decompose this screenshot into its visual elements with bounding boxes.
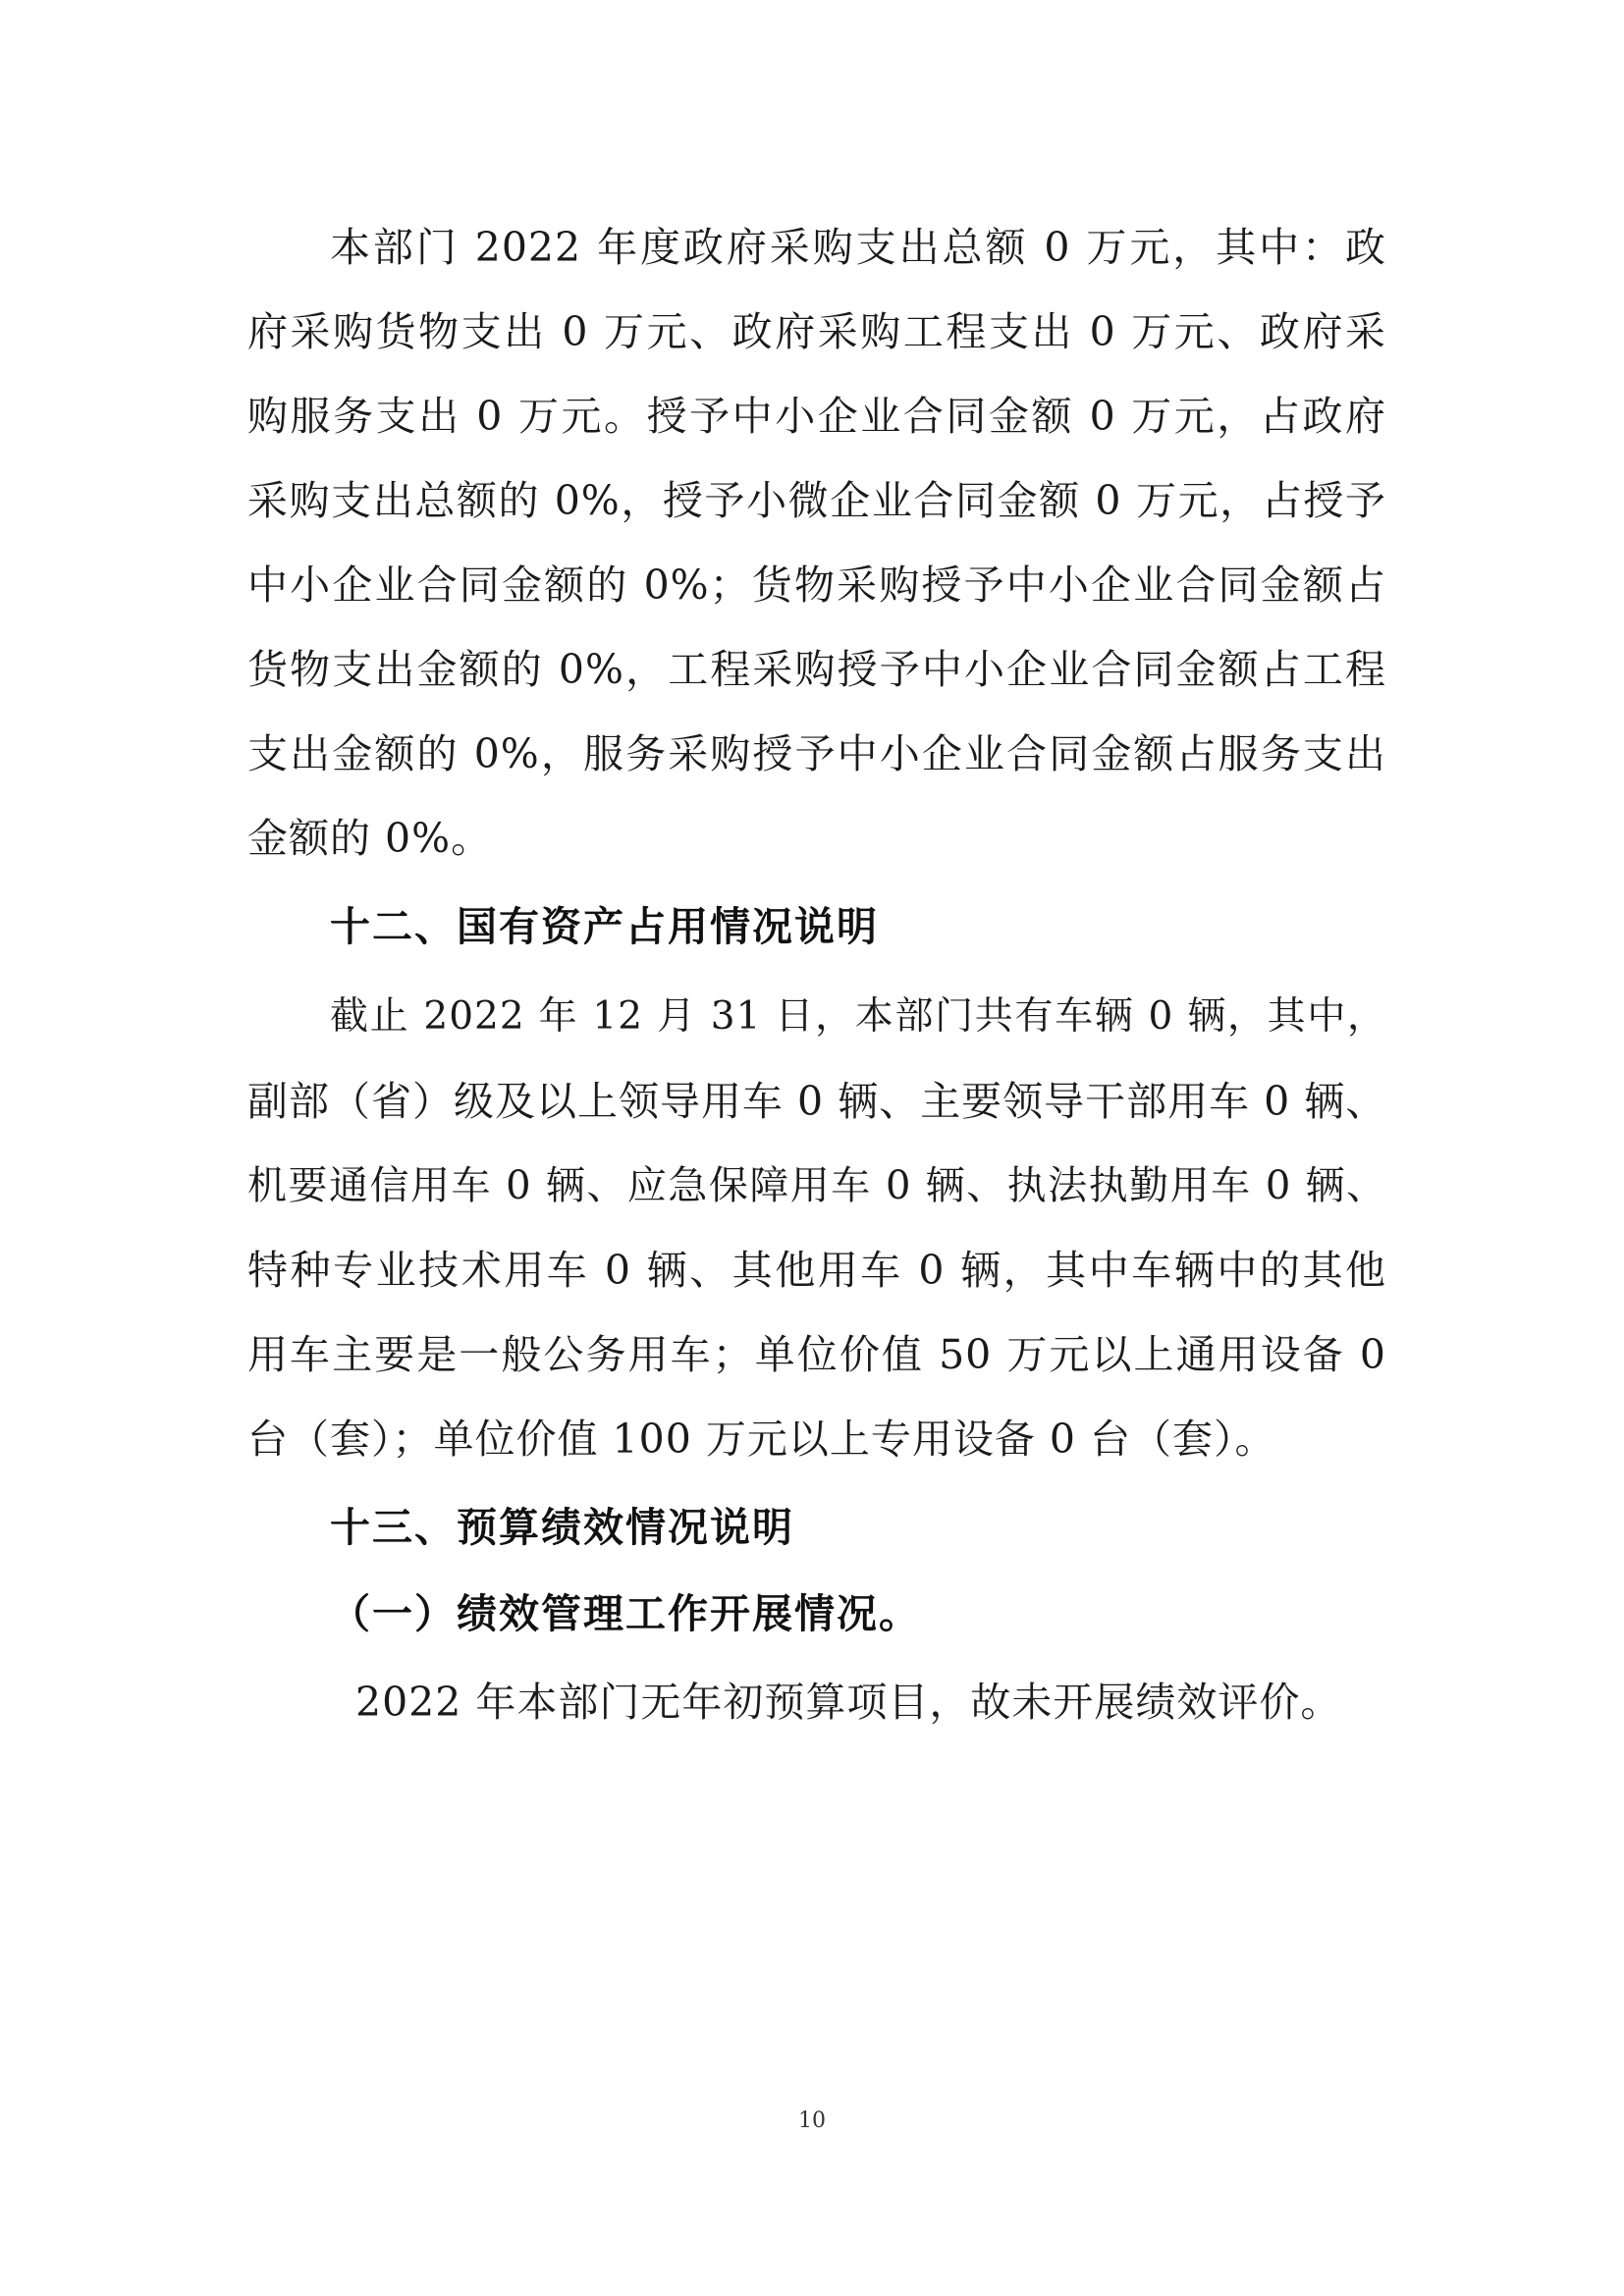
paragraph-line: 用车主要是一般公务用车；单位价值 50 万元以上通用设备 0 [247, 1331, 1386, 1378]
paragraph-line: 台（套）；单位价值 100 万元以上专用设备 0 台（套）。 [247, 1415, 1276, 1463]
paragraph-line: 机要通信用车 0 辆、应急保障用车 0 辆、执法执勤用车 0 辆、 [247, 1163, 1386, 1208]
paragraph-line: 购服务支出 0 万元。授予中小企业合同金额 0 万元，占政府 [247, 393, 1386, 440]
paragraph-line: 中小企业合同金额的 0%；货物采购授予中小企业合同金额占 [247, 561, 1386, 609]
paragraph-line: 本部门 2022 年度政府采购支出总额 0 万元，其中：政 [330, 224, 1386, 271]
subsection-heading: （一）绩效管理工作开展情况。 [330, 1590, 921, 1637]
page-number: 10 [798, 2109, 826, 2133]
paragraph-line: 副部（省）级及以上领导用车 0 辆、主要领导干部用车 0 辆、 [247, 1078, 1387, 1125]
paragraph-line: 金额的 0%。 [247, 815, 493, 862]
paragraph-line: 支出金额的 0%，服务采购授予中小企业合同金额占服务支出 [247, 730, 1386, 777]
paragraph-line: 货物支出金额的 0%，工程采购授予中小企业合同金额占工程 [247, 646, 1386, 693]
paragraph-line: 特种专业技术用车 0 辆、其他用车 0 辆，其中车辆中的其他 [247, 1247, 1386, 1294]
paragraph-line: 2022 年本部门无年初预算项目，故未开展绩效评价。 [355, 1679, 1342, 1726]
section-heading: 十二、国有资产占用情况说明 [330, 903, 879, 950]
paragraph-line: 截止 2022 年 12 月 31 日，本部门共有车辆 0 辆，其中， [330, 994, 1386, 1039]
paragraph-line: 采购支出总额的 0%，授予小微企业合同金额 0 万元，占授予 [247, 477, 1386, 524]
paragraph-line: 府采购货物支出 0 万元、政府采购工程支出 0 万元、政府采 [247, 308, 1386, 355]
section-heading: 十三、预算绩效情况说明 [330, 1504, 794, 1551]
